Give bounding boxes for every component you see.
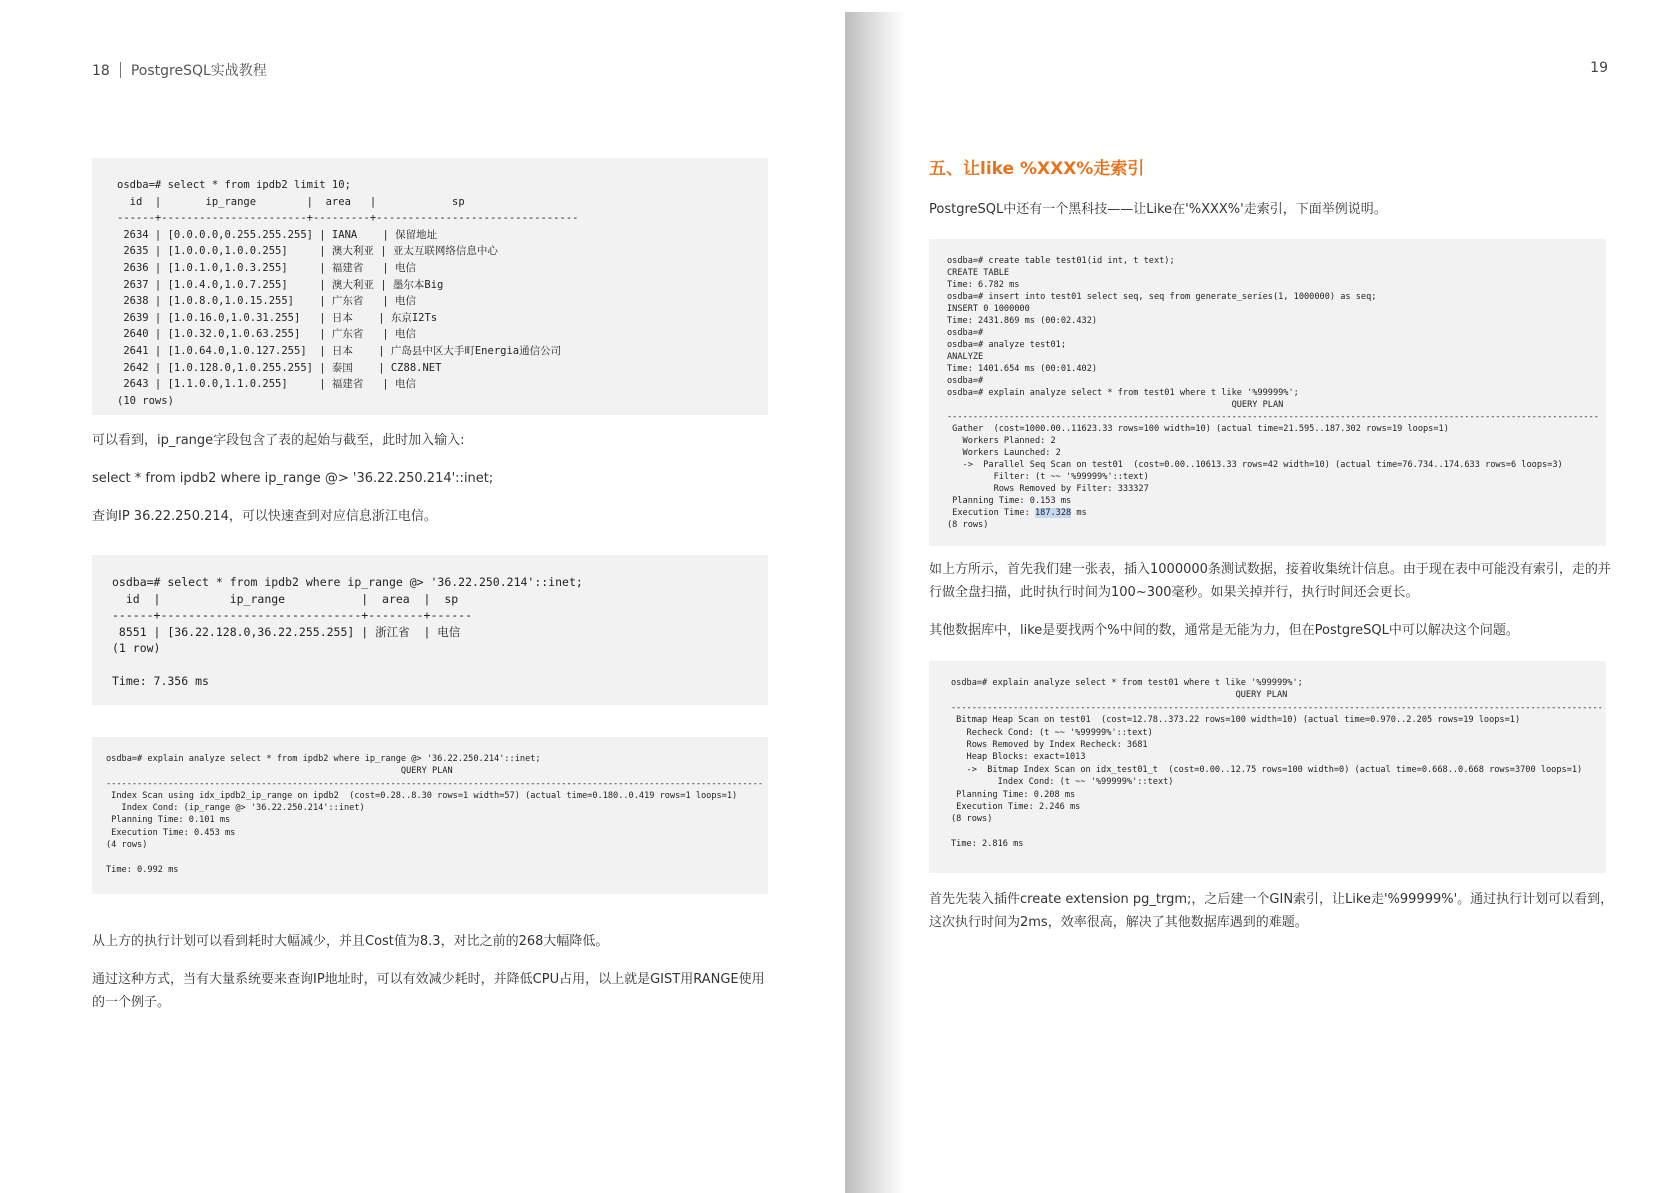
paragraph: 首先先装入插件create extension pg_trgm;，之后建一个GIN索引，让Like走'%99999%'。通过执行计划可以看到，这次执行时间为2ms，效率很高，解决了其他数据库遇到的难题。 (929, 892, 1614, 930)
page-number-right: 19 (1590, 60, 1608, 76)
code-text: osdba=# explain analyze select * from ipdb2 where ip_range @> '36.22.250.214'::inet; QUERY PLAN ------------------------------------------------------------------------------------------------------------------------------- Index Scan using idx_ipdb2_ip_range on ipdb2 (cost=0.28..8.30 rows=1 width=57) (actual time=0.180..0.419 rows=1 loops=1) Index Cond: (ip_range @> '36.22.250.214'::inet) Planning Time: 0.101 ms Execution Time: 0.453 ms (4 rows) Time: 0.992 ms (106, 754, 764, 875)
paragraph: 查询IP 36.22.250.214，可以快速查到对应信息浙江电信。 (92, 509, 437, 524)
code-block-bitmap-scan (929, 661, 1606, 873)
right-page-header (1590, 60, 1608, 76)
page-number-left: 18 (92, 63, 110, 79)
code-block-select-ip (92, 555, 768, 705)
paragraph: 可以看到，ip_range字段包含了表的起始与截至，此时加入输入: (92, 433, 465, 448)
running-title: PostgreSQL实战教程 (130, 63, 267, 79)
section-heading: 五、让like %XXX%走索引 (929, 159, 1145, 179)
paragraph: 其他数据库中，like是要找两个%中间的数，通常是无能为力，但在PostgreSQL中可以解决这个问题。 (929, 623, 1519, 638)
right-page (845, 0, 1677, 1193)
code-block-explain-ip (92, 737, 768, 894)
left-page-header (92, 60, 267, 80)
code-text: osdba=# select * from ipdb2 limit 10; id | ip_range | area | sp ------+-----------------------+---------+-------------------------------- 2634 | [0.0.0.0,0.255.255.255] | IANA | 保留地址 2635 | [1.0.0.0,1.0.0.255] | 澳大利亚 | 亚太互联网络信息中心 2636 | [1.0.1.0,1.0.3.255] | 福建省 | 电信 2637 | [1.0.4.0,1.0.7.255] | 澳大利亚 | 墨尔本Big 2638 | [1.0.8.0,1.0.15.255] | 广东省 | 电信 2639 | [1.0.16.0,1.0.31.255] | 日本 | 东京I2Ts 2640 | [1.0.32.0,1.0.63.255] | 广东省 | 电信 2641 | [1.0.64.0,1.0.127.255] | 日本 | 广岛县中区大手町Energia通信公司 2642 | [1.0.128.0,1.0.255.255] | 泰国 | CZ88.NET 2643 | [1.1.0.0,1.1.0.255] | 福建省 | 电信 (10 rows) (117, 179, 579, 407)
paragraph: PostgreSQL中还有一个黑科技——让Like在'%XXX%'走索引，下面举例说明。 (929, 202, 1387, 217)
paragraph-query: select * from ipdb2 where ip_range @> '36.22.250.214'::inet; (92, 471, 494, 486)
code-text-part: ms (8 rows) (947, 508, 1087, 530)
paragraph: 如上方所示，首先我们建一张表，插入1000000条测试数据，接着收集统计信息。由于现在表中可能没有索引，走的并行做全盘扫描，此时执行时间为100~300毫秒。如果关掉并行，执行时间还会更长。 (929, 562, 1611, 600)
code-text: osdba=# explain analyze select * from test01 where t like '%99999%'; QUERY PLAN ------------------------------------------------------------------------------------------------------------------------------ Bitmap Heap Scan on test01 (cost=12.78..373.22 rows=100 width=10) (actual time=0.970..2.205 rows=19 loops=1) Recheck Cond: (t ~~ '%99999%'::text) Rows Removed by Index Recheck: 3681 Heap Blocks: exact=1013 -> Bitmap Index Scan on idx_test01_t (cost=0.00..12.75 rows=100 width=0) (actual time=0.668..0.668 rows=3700 loops=1) Index Cond: (t ~~ '%99999%'::text) Planning Time: 0.208 ms Execution Time: 2.246 ms (8 rows) Time: 2.816 ms (951, 678, 1603, 850)
paragraph: 通过这种方式，当有大量系统要来查询IP地址时，可以有效减少耗时，并降低CPU占用，以上就是GIST用RANGE使用的一个例子。 (92, 972, 765, 1010)
code-text (947, 255, 1606, 531)
header-divider (120, 62, 121, 78)
paragraph: 从上方的执行计划可以看到耗时大幅减少，并且Cost值为8.3，对比之前的268大幅降低。 (92, 934, 609, 949)
highlighted-execution-time: 187.328 (1034, 508, 1072, 518)
code-text-part: osdba=# create table test01(id int, t text); CREATE TABLE Time: 6.782 ms osdba=# insert into test01 select seq, seq from generate_series(1, 1000000) as seq; INSERT 0 1000000 Time: 2431.869 ms (00:02.432) osdba=# osdba=# analyze test01; ANALYZE Time: 1401.654 ms (00:01.402) osdba=# osdba=# explain analyze select * from test01 where t like '%99999%'; QUERY PLAN ------------------------------------------------------------------------------------------------------------------------------ Gather (cost=1000.00..11623.33 rows=100 width=10) (actual time=21.595..187.302 rows=19 loops=1) Workers Planned: 2 Workers Launched: 2 -> Parallel Seq Scan on test01 (cost=0.00..10613.33 rows=42 width=10) (actual time=76.734..174.633 rows=6 loops=3) Filter: (t ~~ '%99999%'::text) Rows Removed by Filter: 333327 Planning Time: 0.153 ms Execution Time: (947, 256, 1599, 518)
code-block-select-limit (92, 158, 768, 415)
code-block-seq-scan (929, 239, 1606, 546)
code-text: osdba=# select * from ipdb2 where ip_range @> '36.22.250.214'::inet; id | ip_range | area | sp ------+-----------------------------+--------+------ 8551 | [36.22.128.0,36.22.255.255] | 浙江省 | 电信 (1 row) Time: 7.356 ms (112, 575, 583, 688)
